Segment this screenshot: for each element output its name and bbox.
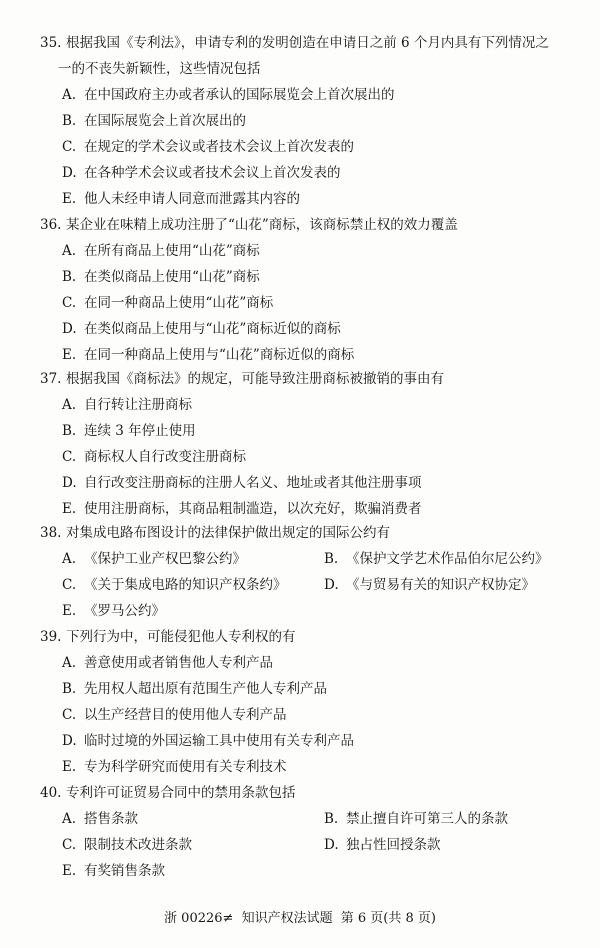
question-40-option-b: B. 禁止擅自许可第三人的条款 (324, 811, 508, 827)
question-36-option-a: A. 在所有商品上使用“山花”商标 (62, 243, 260, 259)
question-36-option-e: E. 在同一种商品上使用与“山花”商标近似的商标 (62, 347, 355, 363)
question-39-option-a: A. 善意使用或者销售他人专利产品 (62, 655, 273, 671)
question-40-option-d: D. 独占性回授条款 (324, 837, 441, 853)
question-39-option-e: E. 专为科学研究而使用有关专利技术 (62, 759, 287, 775)
question-37-option-b: B. 连续 3 年停止使用 (62, 423, 196, 439)
question-37-option-c: C. 商标权人自行改变注册商标 (62, 449, 246, 465)
question-36-option-b: B. 在类似商品上使用“山花”商标 (62, 269, 260, 285)
question-35-stem-continued: 一的不丧失新颖性，这些情况包括 (58, 61, 261, 77)
question-35-option-a: A. 在中国政府主办或者承认的国际展览会上首次展出的 (62, 87, 395, 103)
question-38-option-d: D. 《与贸易有关的知识产权协定》 (324, 577, 535, 593)
question-37-option-a: A. 自行转让注册商标 (62, 397, 192, 413)
question-35-option-c: C. 在规定的学术会议或者技术会议上首次发表的 (62, 139, 354, 155)
question-38-stem: 38. 对集成电路布图设计的法律保护做出规定的国际公约有 (40, 525, 390, 541)
question-37-option-e: E. 使用注册商标，其商品粗制滥造，以次充好，欺骗消费者 (62, 501, 422, 517)
page-number: 第 6 页(共 8 页) (340, 911, 436, 926)
question-38-option-c: C. 《关于集成电路的知识产权条约》 (62, 577, 287, 593)
question-39-option-c: C. 以生产经营目的使用他人专利产品 (62, 707, 287, 723)
page-footer (0, 908, 600, 930)
question-35-option-b: B. 在国际展览会上首次展出的 (62, 113, 246, 129)
question-40-option-a: A. 搭售条款 (62, 811, 138, 827)
question-39-stem: 39. 下列行为中，可能侵犯他人专利权的有 (40, 629, 296, 645)
question-35-option-d: D. 在各种学术会议或者技术会议上首次发表的 (62, 165, 341, 181)
question-35-option-e: E. 他人未经申请人同意而泄露其内容的 (62, 191, 300, 207)
question-36-option-d: D. 在类似商品上使用与“山花”商标近似的商标 (62, 321, 341, 337)
exam-code: 浙 00226≠ (164, 911, 234, 926)
question-39-option-b: B. 先用权人超出原有范围生产他人专利产品 (62, 681, 327, 697)
question-36-stem: 36. 某企业在味精上成功注册了“山花”商标，该商标禁止权的效力覆盖 (40, 217, 458, 233)
exam-title: 知识产权法试题 (241, 911, 333, 926)
question-39-option-d: D. 临时过境的外国运输工具中使用有关专利产品 (62, 733, 354, 749)
question-40-option-e: E. 有奖销售条款 (62, 863, 165, 879)
question-38-option-e: E. 《罗马公约》 (62, 603, 165, 619)
question-36-option-c: C. 在同一种商品上使用“山花”商标 (62, 295, 274, 311)
question-37-stem: 37. 根据我国《商标法》的规定，可能导致注册商标被撤销的事由有 (40, 371, 444, 387)
question-35-stem: 35. 根据我国《专利法》，申请专利的发明创造在申请日之前 6 个月内具有下列情况之 (40, 35, 549, 51)
question-40-option-c: C. 限制技术改进条款 (62, 837, 192, 853)
question-37-option-d: D. 自行改变注册商标的注册人名义、地址或者其他注册事项 (62, 475, 422, 491)
question-38-option-a: A. 《保护工业产权巴黎公约》 (62, 551, 246, 567)
question-40-stem: 40. 专利许可证贸易合同中的禁用条款包括 (40, 785, 296, 801)
question-38-option-b: B. 《保护文学艺术作品伯尔尼公约》 (324, 551, 549, 567)
